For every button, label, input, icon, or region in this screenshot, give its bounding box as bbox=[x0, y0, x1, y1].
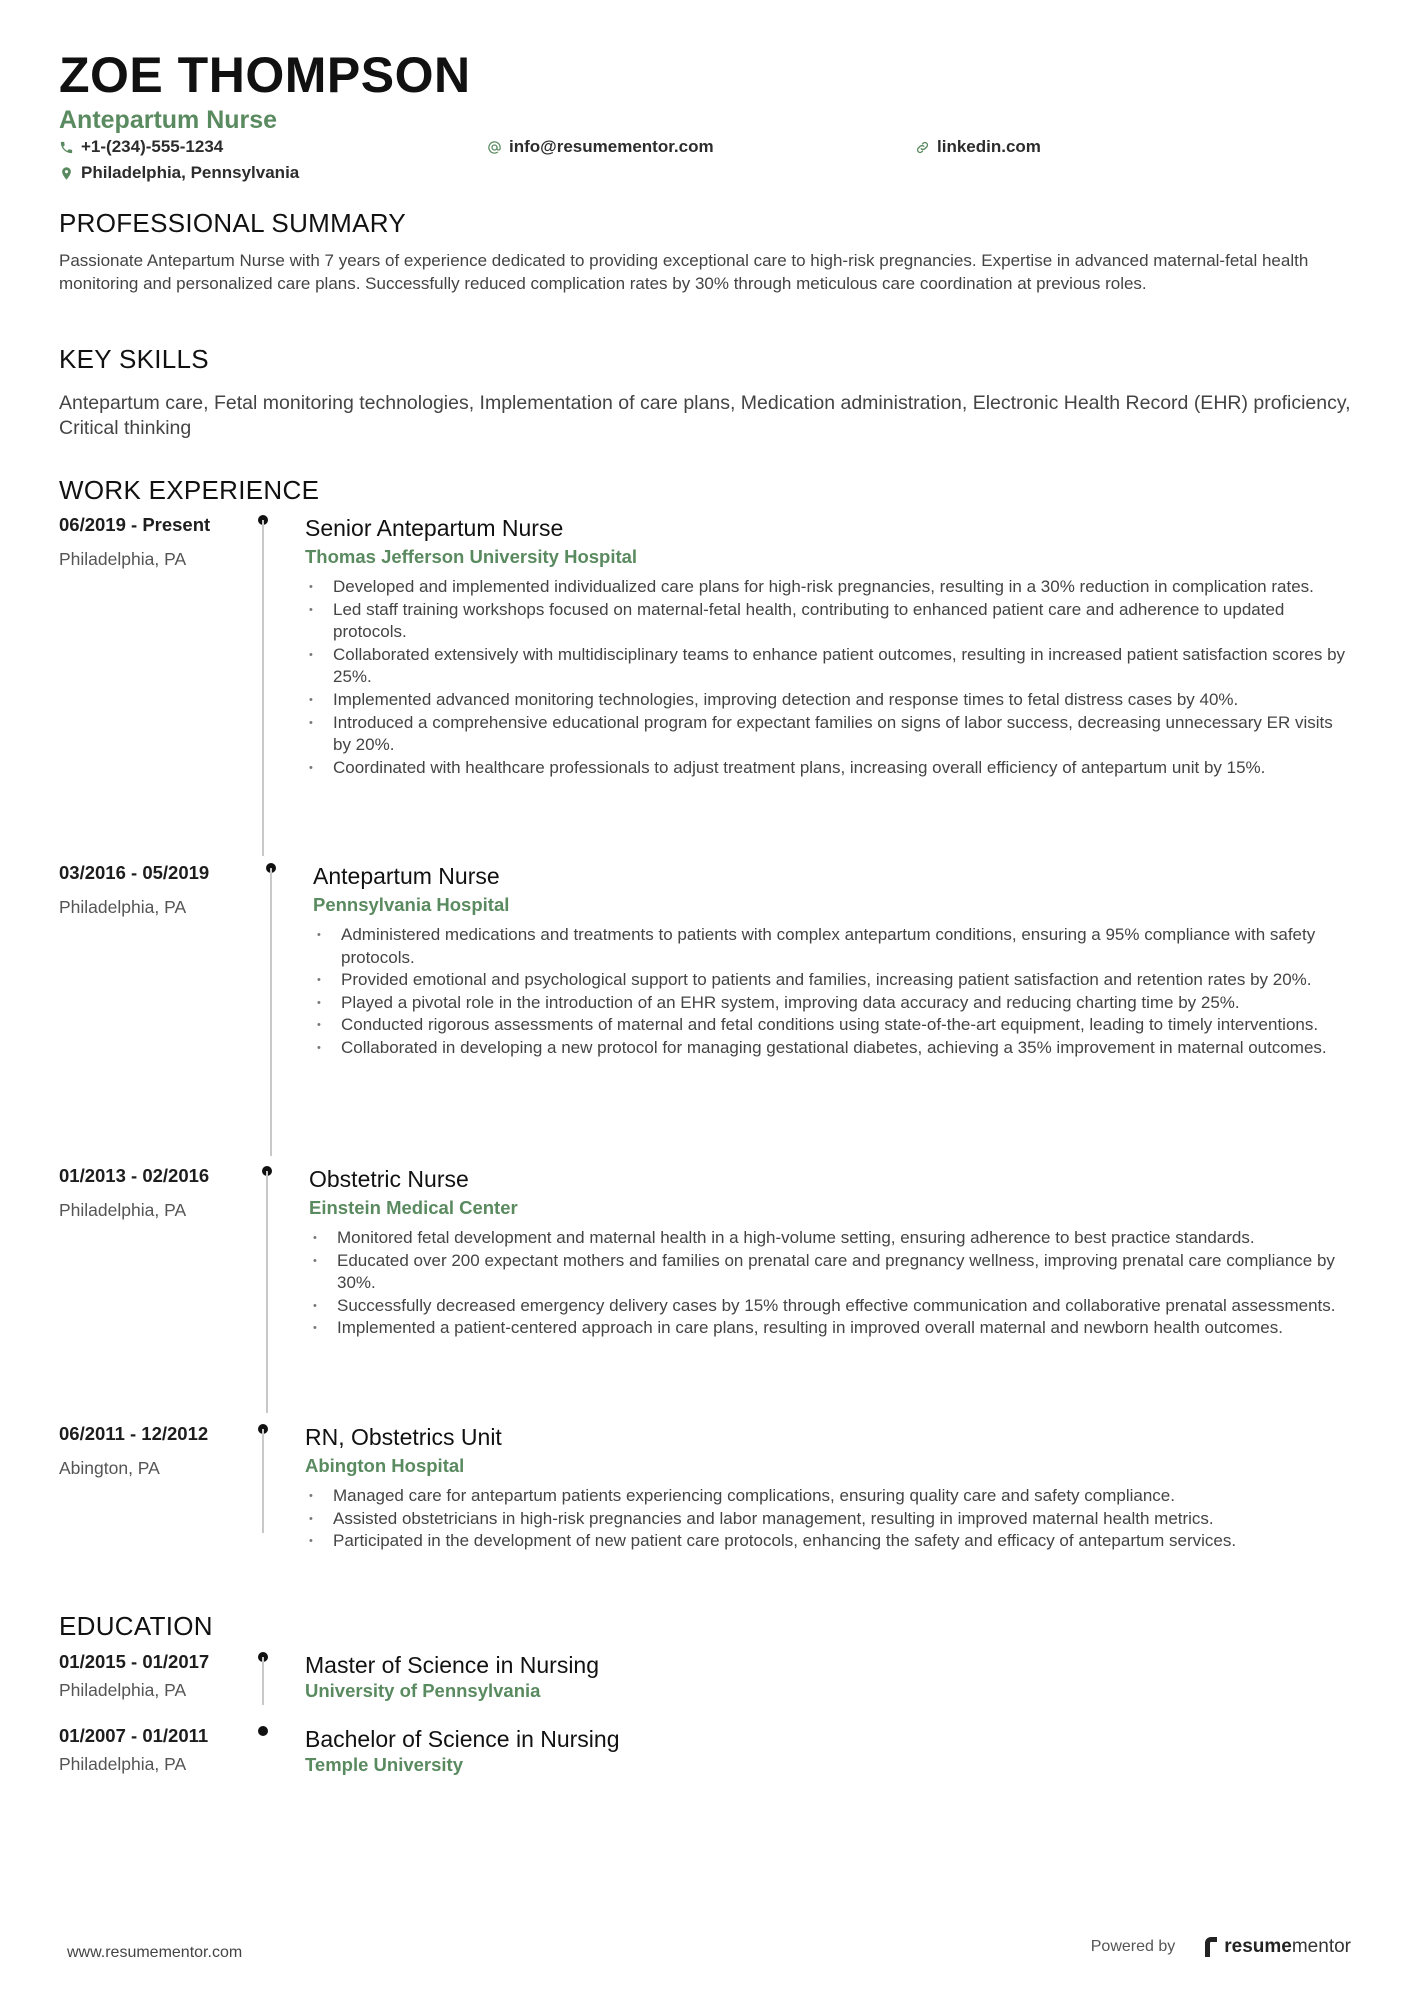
job-bullet: • Conducted rigorous assessments of maternal and fetal conditions using state-of-the-art equipment, leading to timely interventions. bbox=[313, 1014, 1358, 1037]
job-bullet: • Monitored fetal development and maternal health in a high-volume setting, ensuring adherence to best practice standards. bbox=[309, 1227, 1357, 1250]
job-bullet: • Led staff training workshops focused on maternal-fetal health, contributing to enhanced patient care and adherence to updated protocols. bbox=[305, 599, 1355, 644]
job-bullet: • Collaborated in developing a new protocol for managing gestational diabetes, achieving a 35% improvement in maternal outcomes. bbox=[313, 1037, 1358, 1060]
contact-email[interactable] bbox=[487, 137, 714, 157]
job-dates: 06/2019 - Present bbox=[59, 514, 211, 535]
powered-by-label: Powered by bbox=[1090, 1938, 1176, 1955]
job-company: Pennsylvania Hospital bbox=[313, 894, 510, 915]
timeline-line bbox=[270, 868, 272, 1156]
footer-website[interactable]: www.resumementor.com bbox=[67, 1944, 243, 1961]
job-dates: 06/2011 - 12/2012 bbox=[59, 1423, 209, 1444]
job-company: Einstein Medical Center bbox=[309, 1197, 518, 1218]
job-bullet: • Introduced a comprehensive educational program for expectant families on signs of labor success, decreasing unnecessary ER visits by 20%. bbox=[305, 712, 1355, 757]
link-icon bbox=[915, 140, 930, 155]
location-pin-icon bbox=[59, 166, 74, 181]
timeline-dot bbox=[258, 1726, 268, 1736]
job-bullet: • Administered medications and treatments to patients with complex antepartum conditions, ensuring a 95% compliance with safety protocols. bbox=[313, 924, 1358, 969]
resumementor-logo-icon bbox=[1203, 1937, 1219, 1957]
job-title: RN, Obstetrics Unit bbox=[305, 1424, 502, 1450]
job-bullet: • Educated over 200 expectant mothers and families on prenatal care and pregnancy wellness, improving prenatal care compliance by 30%. bbox=[309, 1250, 1357, 1295]
job-bullet: • Developed and implemented individualized care plans for high-risk pregnancies, resulting in a 30% reduction in complication rates. bbox=[305, 576, 1355, 599]
job-location: Philadelphia, PA bbox=[59, 549, 187, 569]
timeline-line bbox=[262, 1429, 264, 1533]
job-title: Senior Antepartum Nurse bbox=[305, 515, 564, 541]
experience-heading: WORK EXPERIENCE bbox=[59, 475, 320, 505]
contact-phone bbox=[59, 137, 223, 157]
job-bullets bbox=[305, 576, 1355, 779]
job-bullet: • Managed care for antepartum patients experiencing complications, ensuring quality care and safety compliance. bbox=[305, 1485, 1357, 1508]
contact-location bbox=[59, 163, 299, 183]
education-degree: Bachelor of Science in Nursing bbox=[305, 1726, 620, 1752]
brand-name-bold: resume bbox=[1224, 1936, 1292, 1957]
job-title: Antepartum Nurse bbox=[313, 863, 500, 889]
brand-name-light: mentor bbox=[1291, 1936, 1351, 1957]
skills-text: Antepartum care, Fetal monitoring technologies, Implementation of care plans, Medication administration, Electronic Health Record (EHR) proficiency, Critical thinking bbox=[59, 392, 1351, 439]
candidate-role: Antepartum Nurse bbox=[59, 106, 278, 134]
education-dates: 01/2015 - 01/2017 bbox=[59, 1651, 210, 1672]
timeline-line bbox=[266, 1171, 268, 1413]
education-heading: EDUCATION bbox=[59, 1611, 213, 1641]
linkedin-text[interactable]: linkedin.com bbox=[937, 137, 1041, 156]
job-dates: 03/2016 - 05/2019 bbox=[59, 862, 210, 883]
candidate-name: ZOE THOMPSON bbox=[59, 47, 471, 103]
job-bullet: • Played a pivotal role in the introduction of an EHR system, improving data accuracy and reducing charting time by 25%. bbox=[313, 992, 1358, 1015]
summary-text: Passionate Antepartum Nurse with 7 years of experience dedicated to providing exceptional care to high-risk pregnancies. Expertise in advanced maternal-fetal health monitoring and personalized care plans. Successfully reduced complication rates by 30% through meticulous care coordination at previous roles. bbox=[59, 251, 1309, 293]
contact-linkedin[interactable] bbox=[915, 137, 1041, 157]
timeline-line bbox=[262, 520, 264, 856]
timeline-line bbox=[262, 1657, 264, 1705]
job-bullets bbox=[313, 924, 1358, 1060]
education-school: University of Pennsylvania bbox=[305, 1680, 541, 1701]
email-text[interactable]: info@resumementor.com bbox=[509, 137, 714, 156]
brand-logo[interactable] bbox=[1203, 1936, 1351, 1958]
phone-text: +1-(234)-555-1234 bbox=[81, 137, 224, 156]
education-school: Temple University bbox=[305, 1754, 463, 1775]
at-icon bbox=[487, 140, 502, 155]
job-location: Abington, PA bbox=[59, 1458, 160, 1478]
job-bullets bbox=[305, 1485, 1357, 1553]
education-location: Philadelphia, PA bbox=[59, 1680, 187, 1700]
job-bullet: • Participated in the development of new patient care protocols, enhancing the safety and efficacy of antepartum services. bbox=[305, 1530, 1357, 1553]
job-bullet: • Successfully decreased emergency delivery cases by 15% through effective communication and collaborative prenatal assessments. bbox=[309, 1295, 1357, 1318]
job-title: Obstetric Nurse bbox=[309, 1166, 469, 1192]
footer-branding bbox=[1091, 1936, 1351, 1958]
job-location: Philadelphia, PA bbox=[59, 1200, 187, 1220]
job-company: Abington Hospital bbox=[305, 1455, 465, 1476]
education-location: Philadelphia, PA bbox=[59, 1754, 187, 1774]
education-degree: Master of Science in Nursing bbox=[305, 1652, 600, 1678]
job-dates: 01/2013 - 02/2016 bbox=[59, 1165, 210, 1186]
education-dates: 01/2007 - 01/2011 bbox=[59, 1725, 209, 1746]
job-bullet: • Implemented advanced monitoring technologies, improving detection and response times to fetal distress cases by 40%. bbox=[305, 689, 1355, 712]
job-bullet: • Collaborated extensively with multidisciplinary teams to enhance patient outcomes, resulting in increased patient satisfaction scores by 25%. bbox=[305, 644, 1355, 689]
phone-icon bbox=[59, 140, 74, 155]
summary-heading: PROFESSIONAL SUMMARY bbox=[59, 208, 406, 238]
skills-heading: KEY SKILLS bbox=[59, 344, 209, 374]
job-bullet: • Provided emotional and psychological support to patients and families, increasing patient satisfaction and retention rates by 20%. bbox=[313, 969, 1358, 992]
location-text: Philadelphia, Pennsylvania bbox=[81, 163, 300, 182]
job-bullet: • Coordinated with healthcare professionals to adjust treatment plans, increasing overall efficiency of antepartum unit by 15%. bbox=[305, 757, 1355, 780]
job-bullets bbox=[309, 1227, 1357, 1340]
job-bullet: • Assisted obstetricians in high-risk pregnancies and labor management, resulting in improved maternal health metrics. bbox=[305, 1508, 1357, 1531]
job-bullet: • Implemented a patient-centered approach in care plans, resulting in improved overall maternal and newborn health outcomes. bbox=[309, 1317, 1357, 1340]
job-company: Thomas Jefferson University Hospital bbox=[305, 546, 638, 567]
job-location: Philadelphia, PA bbox=[59, 897, 187, 917]
